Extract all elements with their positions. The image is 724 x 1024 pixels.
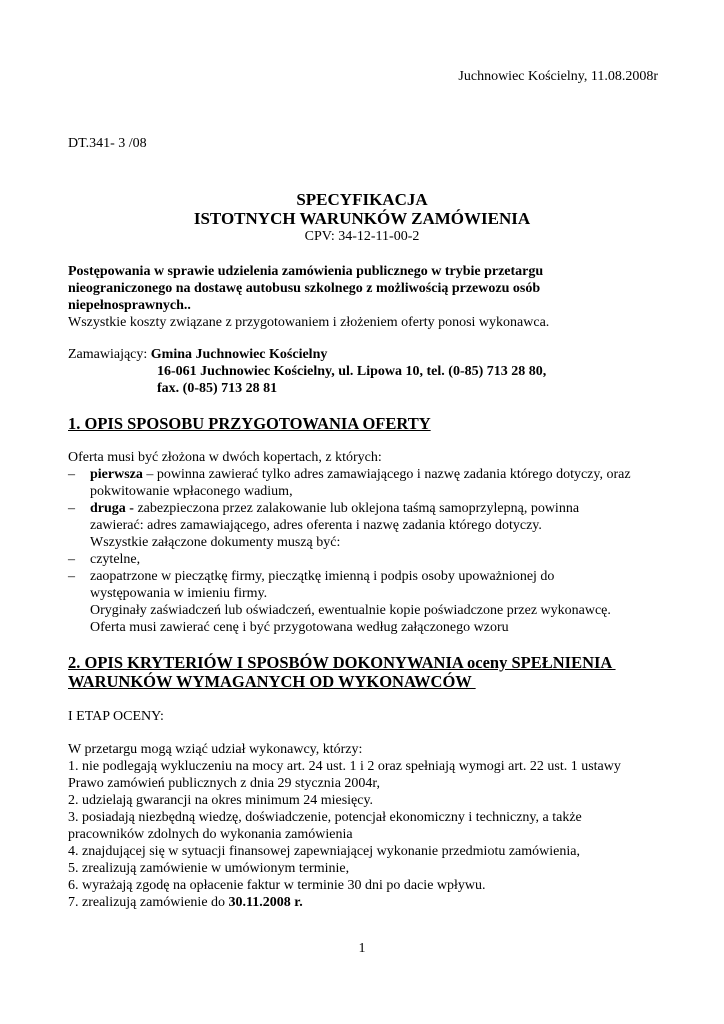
price-line: Oferta musi zawierać cenę i być przygotowana według załączonego wzoru [90,620,509,635]
costs-line: Wszystkie koszty związane z przygotowaniem i złożeniem oferty ponosi wykonawca. [68,315,550,330]
section1-heading: 1. OPIS SPOSOBU PRZYGOTOWANIA OFERTY [68,414,431,433]
docs-line: Wszystkie załączone dokumenty muszą być: [90,535,341,550]
section1-intro: Oferta musi być złożona w dwóch kopertach, z których: [68,450,382,465]
item-druga-text: zabezpieczona przez zalakowanie lub oklejona taśmą samoprzylepną, powinna [133,501,580,516]
list-item-pierwsza-cont: pokwitowanie wpłaconego wadium, [90,484,293,499]
reference-number: DT.341- 3 /08 [68,136,147,151]
orderer-fax: fax. (0-85) 713 28 81 [157,381,278,396]
condition-line: 4. znajdującej się w sytuacji finansowej zapewniającej wykonanie przedmiotu zamówienia, [68,844,580,859]
list-item-pierwsza [90,466,631,483]
item-druga-label: druga - [90,501,134,516]
condition-line: 3. posiadają niezbędną wiedzę, doświadczenie, potencjał ekonomiczny i techniczny, a także [68,810,582,825]
condition-line: 1. nie podlegają wykluczeniu na mocy art. 24 ust. 1 i 2 oraz spełniają wymogi art. 22 ust. 1 ustawy [68,759,621,774]
page-number: 1 [358,941,366,956]
originals-line: Oryginały zaświadczeń lub oświadczeń, ewentualnie kopie poświadczone przez wykonawcę. [90,603,611,618]
list-item-czytelne: czytelne, [90,552,141,567]
place-date: Juchnowiec Kościelny, 11.08.2008r [458,69,658,84]
list-dash: – [68,501,75,516]
orderer-label: Zamawiający: [68,347,151,362]
list-item-zaopatrzone: zaopatrzone w pieczątkę firmy, pieczątkę imienną i podpis osoby upoważnionej do [90,569,555,584]
condition-line: 6. wyrażają zgodę na opłacenie faktur w terminie 30 dni po dacie wpływu. [68,878,486,893]
list-item-zaopatrzone-cont: występowania w imieniu firmy. [90,586,268,601]
section2-heading-line2: WARUNKÓW WYMAGANYCH OD WYKONAWCÓW [68,672,476,691]
condition-line: pracowników zdolnych do wykonania zamówienia [68,827,353,842]
intro-bold-line1: Postępowania w sprawie udzielenia zamówienia publicznego w trybie przetargu [68,264,544,279]
section2-heading-line1: 2. OPIS KRYTERIÓW I SPOSBÓW DOKONYWANIA oceny SPEŁNIENIA [68,653,616,672]
cpv-code: CPV: 34-12-11-00-2 [304,229,420,244]
list-dash: – [68,467,75,482]
deadline-date: 30.11.2008 r. [228,895,303,910]
intro-bold-line3: niepełnosprawnych.. [68,298,191,313]
item-pierwsza-text: – powinna zawierać tylko adres zamawiającego i nazwę zadania którego dotyczy, oraz [142,467,631,482]
list-dash: – [68,552,75,567]
list-dash: – [68,569,75,584]
item-pierwsza-label: pierwsza [90,467,143,482]
deadline-prefix: 7. zrealizują zamówienie do [68,895,229,910]
condition-line: 2. udzielają gwarancji na okres minimum 24 miesięcy. [68,793,374,808]
document-title-line1: SPECYFIKACJA [296,190,428,209]
section2-intro: W przetargu mogą wziąć udział wykonawcy, którzy: [68,742,363,757]
orderer-name: Gmina Juchnowiec Kościelny [150,347,328,362]
orderer-address: 16-061 Juchnowiec Kościelny, ul. Lipowa 10, tel. (0-85) 713 28 80, [157,364,547,379]
list-item-druga [90,500,579,517]
stage-label: I ETAP OCENY: [68,709,164,724]
list-item-druga-cont: zawierać: adres zamawiającego, adres oferenta i nazwę zadania którego dotyczy. [90,518,542,533]
condition-line-deadline [68,894,303,911]
condition-line: Prawo zamówień publicznych z dnia 29 stycznia 2004r, [68,776,381,791]
document-title-line2: ISTOTNYCH WARUNKÓW ZAMÓWIENIA [193,209,531,228]
intro-bold-line2: nieograniczonego na dostawę autobusu szkolnego z możliwością przewozu osób [68,281,541,296]
orderer-line [68,346,327,363]
condition-line: 5. zrealizują zamówienie w umówionym terminie, [68,861,350,876]
